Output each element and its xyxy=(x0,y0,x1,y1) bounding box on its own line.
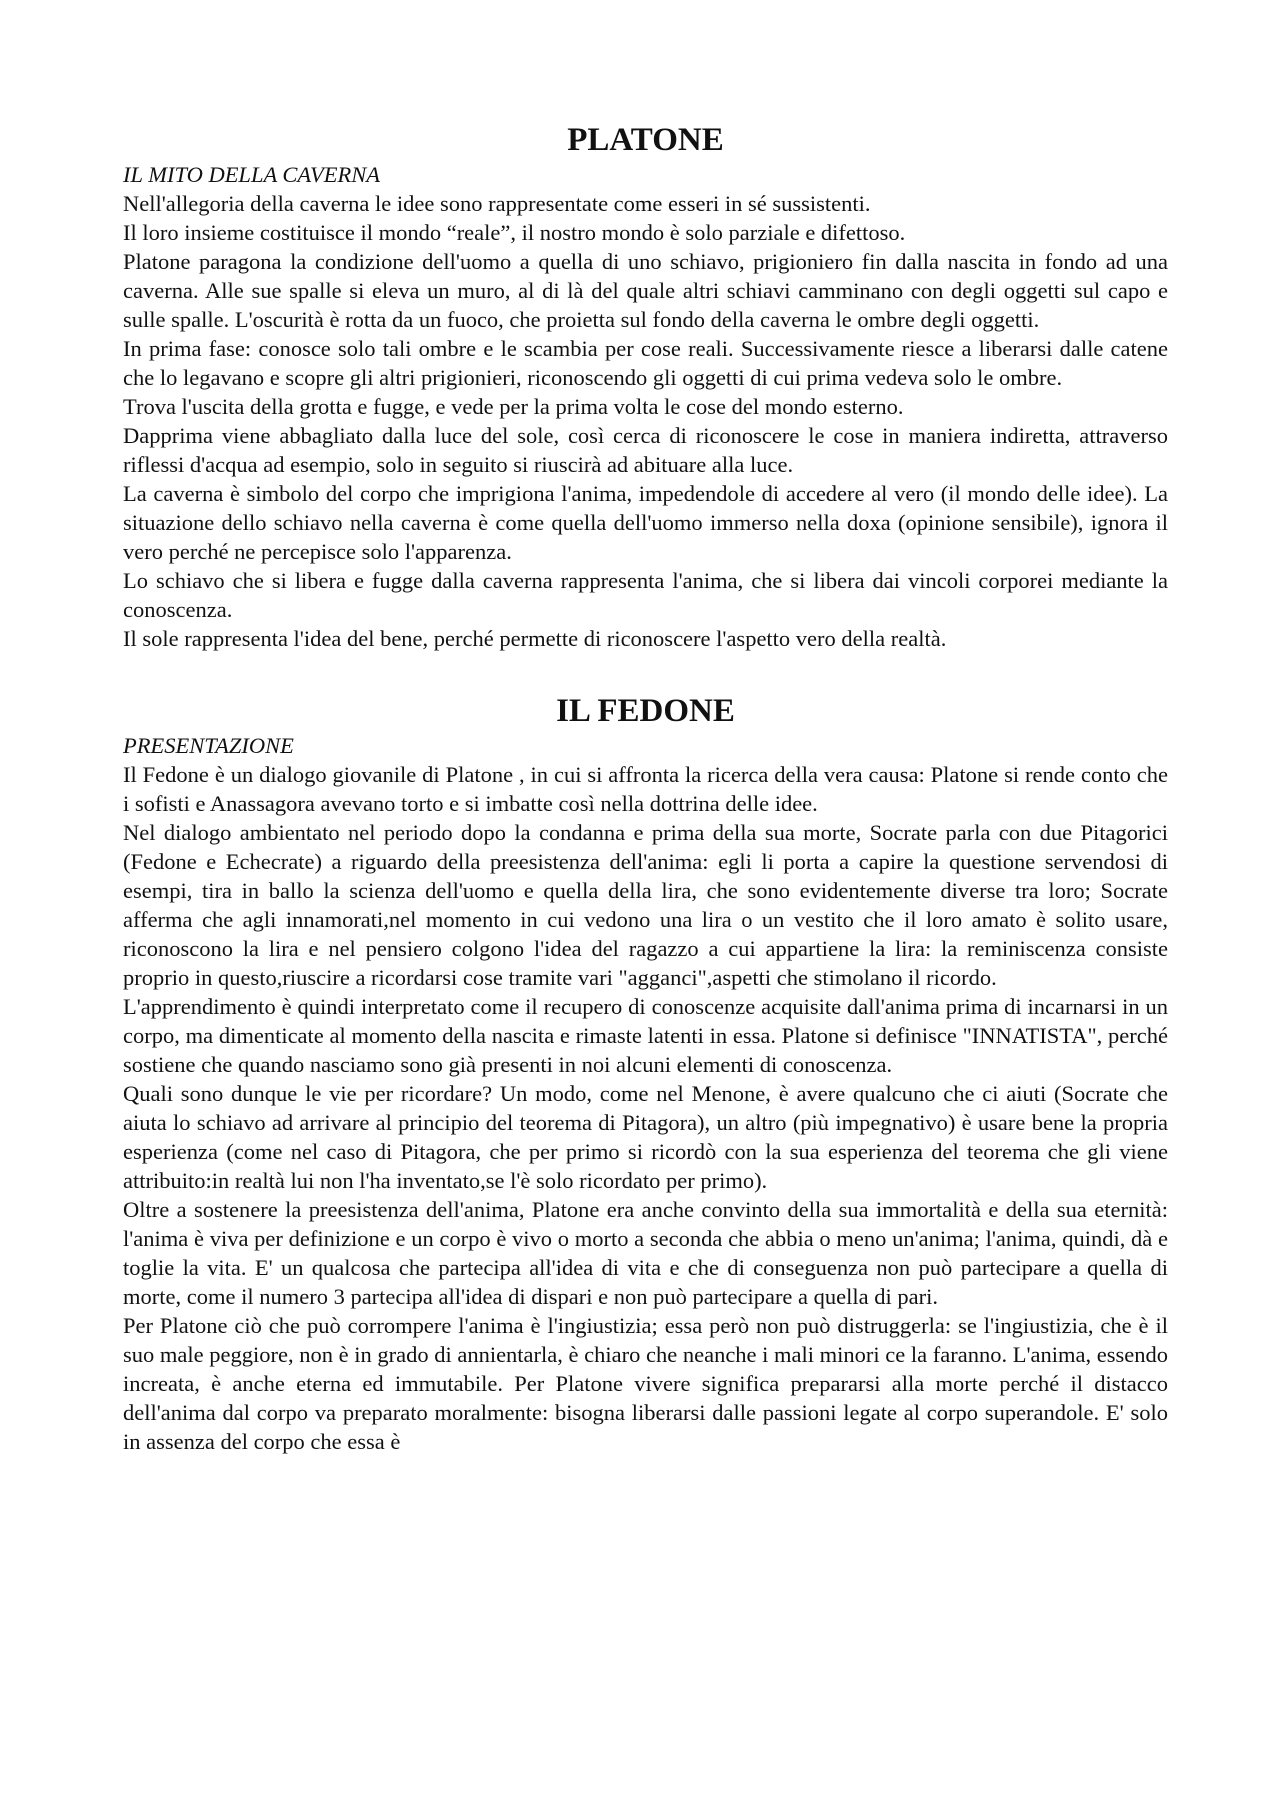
paragraph: Per Platone ciò che può corrompere l'anima è l'ingiustizia; essa però non può distruggerla: se l'ingiustizia, che è il suo male peggiore, non è in grado di annientarla, è chiaro che neanche i mali minori ce la faranno. L'anima, essendo increata, è anche eterna ed immutabile. Per Platone vivere significa prepararsi alla morte perché il distacco dell'anima dal corpo va preparato moralmente: bisogna liberarsi dalle passioni legate al corpo superandole. E' solo in assenza del corpo che essa è xyxy=(123,1313,1168,1454)
section-subtitle-presentazione: PRESENTAZIONE xyxy=(123,733,294,758)
paragraph: Nel dialogo ambientato nel periodo dopo la condanna e prima della sua morte, Socrate parla con due Pitagorici (Fedone e Echecrate) a riguardo della preesistenza dell'anima: egli li porta a capire la questione servendosi di esempi, tira in ballo la scienza dell'uomo e quella della lira, che sono evidentemente diverse tra loro; Socrate afferma che agli innamorati,nel momento in cui vedono una lira o un vestito che il loro amato è solito usare, riconoscono la lira e nel pensiero colgono l'idea del ragazzo a cui appartiene la lira: la reminiscenza consiste proprio in questo,riuscire a ricordarsi cose tramite vari "agganci",aspetti che stimolano il ricordo. xyxy=(123,820,1168,990)
paragraph: Nell'allegoria della caverna le idee sono rappresentate come esseri in sé sussistenti. xyxy=(123,191,871,216)
paragraph: Trova l'uscita della grotta e fugge, e vede per la prima volta le cose del mondo esterno. xyxy=(123,394,904,419)
section-title-fedone: IL FEDONE xyxy=(556,693,735,729)
paragraph: Lo schiavo che si libera e fugge dalla caverna rappresenta l'anima, che si libera dai vincoli corporei mediante la conoscenza. xyxy=(123,568,1168,622)
paragraph: Il Fedone è un dialogo giovanile di Platone , in cui si affronta la ricerca della vera causa: Platone si rende conto che i sofisti e Anassagora avevano torto e si imbatte così nella dottrina delle idee. xyxy=(123,762,1168,816)
paragraph: Platone paragona la condizione dell'uomo a quella di uno schiavo, prigioniero fin dalla nascita in fondo ad una caverna. Alle sue spalle si eleva un muro, al di là del quale altri schiavi camminano con degli oggetti sul capo e sulle spalle. L'oscurità è rotta da un fuoco, che proietta sul fondo della caverna le ombre degli oggetti. xyxy=(123,249,1168,332)
paragraph: Quali sono dunque le vie per ricordare? Un modo, come nel Menone, è avere qualcuno che ci aiuti (Socrate che aiuta lo schiavo ad arrivare al principio del teorema di Pitagora), un altro (più impegnativo) è usare bene la propria esperienza (come nel caso di Pitagora, che per primo si ricordò con la sua esperienza del teorema che gli viene attribuito:in realtà lui non l'ha inventato,se l'è solo ricordato per primo). xyxy=(123,1081,1168,1193)
section-title-platone: PLATONE xyxy=(567,122,724,158)
paragraph: Dapprima viene abbagliato dalla luce del sole, così cerca di riconoscere le cose in maniera indiretta, attraverso riflessi d'acqua ad esempio, solo in seguito si riuscirà ad abituare alla luce. xyxy=(123,423,1168,477)
paragraph: La caverna è simbolo del corpo che imprigiona l'anima, impedendole di accedere al vero (il mondo delle idee). La situazione dello schiavo nella caverna è come quella dell'uomo immerso nella doxa (opinione sensibile), ignora il vero perché ne percepisce solo l'apparenza. xyxy=(123,481,1168,564)
paragraph: In prima fase: conosce solo tali ombre e le scambia per cose reali. Successivamente riesce a liberarsi dalle catene che lo legavano e scopre gli altri prigionieri, riconoscendo gli oggetti di cui prima vedeva solo le ombre. xyxy=(123,336,1168,390)
paragraph: Il loro insieme costituisce il mondo “reale”, il nostro mondo è solo parziale e difettoso. xyxy=(123,220,906,245)
section-subtitle-mito-caverna: IL MITO DELLA CAVERNA xyxy=(123,162,381,187)
paragraph: L'apprendimento è quindi interpretato come il recupero di conoscenze acquisite dall'anima prima di incarnarsi in un corpo, ma dimenticate al momento della nascita e rimaste latenti in essa. Platone si definisce "INNATISTA", perché sostiene che quando nasciamo sono già presenti in noi alcuni elementi di conoscenza. xyxy=(123,994,1168,1077)
paragraph: Oltre a sostenere la preesistenza dell'anima, Platone era anche convinto della sua immortalità e della sua eternità: l'anima è viva per definizione e un corpo è vivo o morto a seconda che abbia o meno un'anima; l'anima, quindi, dà e toglie la vita. E' un qualcosa che partecipa all'idea di vita e che di conseguenza non può partecipare a quella di morte, come il numero 3 partecipa all'idea di dispari e non può partecipare a quella di pari. xyxy=(123,1197,1168,1309)
document-page xyxy=(123,120,1168,1456)
paragraph: Il sole rappresenta l'idea del bene, perché permette di riconoscere l'aspetto vero della realtà. xyxy=(123,626,947,651)
